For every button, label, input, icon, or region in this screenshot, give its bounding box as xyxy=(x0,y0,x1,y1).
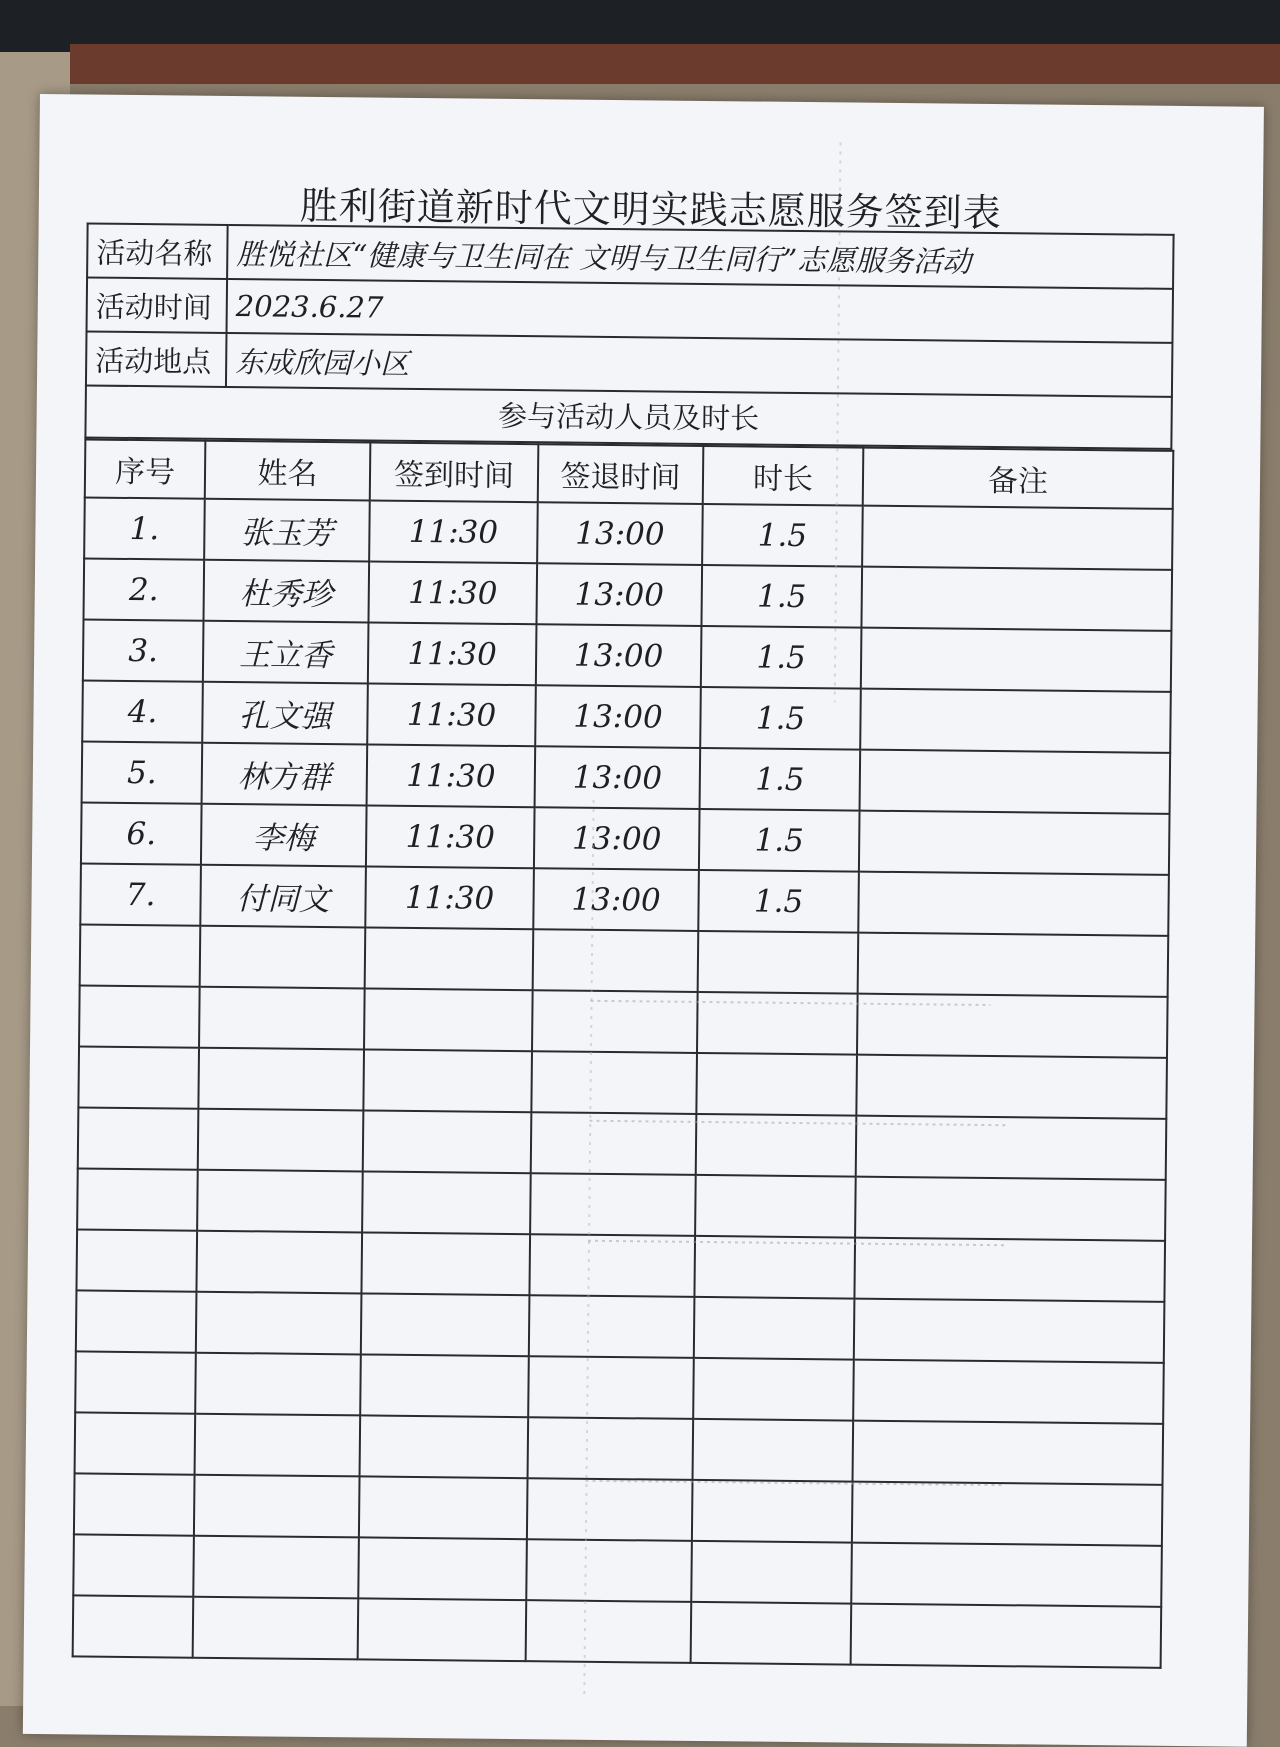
empty-cell xyxy=(358,1598,527,1661)
empty-row xyxy=(78,1107,1167,1179)
empty-cell xyxy=(856,1116,1167,1180)
row-sign-out-time: 13:00 xyxy=(533,868,699,931)
empty-cell xyxy=(853,1421,1164,1485)
empty-cell xyxy=(80,924,201,986)
row-name: 付同文 xyxy=(200,865,366,928)
activity-time-value: 2023.6.27 xyxy=(227,279,1174,343)
empty-cell xyxy=(531,1051,697,1114)
empty-cell xyxy=(359,1476,528,1539)
empty-cell xyxy=(360,1415,529,1478)
empty-cell xyxy=(360,1354,529,1417)
empty-cell xyxy=(197,1170,363,1233)
empty-cell xyxy=(528,1356,694,1419)
row-duration: 1.5 xyxy=(699,809,860,872)
empty-cell xyxy=(78,1107,199,1169)
row-sign-out-time: 13:00 xyxy=(536,563,702,626)
empty-cell xyxy=(693,1419,854,1482)
empty-row xyxy=(80,924,1169,996)
empty-cell xyxy=(200,926,366,989)
empty-row xyxy=(75,1351,1164,1423)
row-sign-in-time: 11:30 xyxy=(367,744,536,807)
empty-cell xyxy=(858,933,1169,997)
empty-cell xyxy=(358,1537,527,1600)
row-sign-out-time: 13:00 xyxy=(535,685,701,748)
empty-cell xyxy=(695,1175,856,1238)
empty-cell xyxy=(694,1297,855,1360)
empty-row xyxy=(73,1534,1162,1606)
row-sign-out-time: 13:00 xyxy=(535,746,701,809)
empty-cell xyxy=(199,987,365,1050)
row-sign-in-time: 11:30 xyxy=(366,805,535,868)
empty-cell xyxy=(361,1232,530,1295)
empty-cell xyxy=(530,1173,696,1236)
empty-cell xyxy=(691,1541,852,1604)
row-number: 4. xyxy=(82,680,203,742)
row-sign-in-time: 11:30 xyxy=(365,866,534,929)
empty-cell xyxy=(76,1290,197,1352)
empty-cell xyxy=(851,1543,1162,1607)
empty-cell xyxy=(76,1229,197,1291)
row-sign-in-time: 11:30 xyxy=(367,683,536,746)
participants-table xyxy=(72,438,1175,1668)
row-remarks xyxy=(859,811,1170,875)
empty-cell xyxy=(77,1168,198,1230)
sheet-title: 胜利街道新时代文明实践志愿服务签到表 xyxy=(299,183,1003,236)
row-sign-out-time: 13:00 xyxy=(537,502,703,565)
row-number: 3. xyxy=(83,619,204,681)
empty-cell xyxy=(363,1049,532,1112)
empty-cell xyxy=(193,1597,359,1660)
participant-row xyxy=(81,802,1170,874)
sign-in-sheet xyxy=(23,94,1264,1747)
empty-cell xyxy=(696,1053,857,1116)
row-name: 张玉芳 xyxy=(204,499,370,562)
empty-cell xyxy=(691,1602,852,1665)
row-sign-in-time: 11:30 xyxy=(369,500,538,563)
empty-cell xyxy=(73,1534,194,1596)
empty-cell xyxy=(851,1604,1162,1668)
participants-section-title: 参与活动人员及时长 xyxy=(84,386,1172,449)
empty-cell xyxy=(855,1177,1166,1241)
empty-cell xyxy=(694,1236,855,1299)
empty-cell xyxy=(529,1295,695,1358)
row-duration: 1.5 xyxy=(701,565,862,628)
row-remarks xyxy=(862,506,1173,570)
column-header-name: 姓名 xyxy=(205,441,371,501)
participants-body xyxy=(73,497,1173,1667)
activity-place-row xyxy=(86,332,1173,397)
row-duration: 1.5 xyxy=(698,870,859,933)
empty-row xyxy=(76,1290,1165,1362)
participant-row xyxy=(83,619,1172,691)
empty-cell xyxy=(79,985,200,1047)
row-number: 2. xyxy=(83,558,204,620)
empty-row xyxy=(73,1595,1162,1667)
empty-cell xyxy=(78,1046,199,1108)
row-remarks xyxy=(860,750,1171,814)
column-header-number: 序号 xyxy=(85,439,206,498)
row-number: 7. xyxy=(80,863,201,925)
row-remarks xyxy=(858,872,1169,936)
activity-name-label: 活动名称 xyxy=(87,224,228,279)
empty-cell xyxy=(526,1539,692,1602)
row-remarks xyxy=(861,628,1172,692)
participant-row xyxy=(83,558,1172,630)
row-duration: 1.5 xyxy=(701,626,862,689)
row-name: 林方群 xyxy=(202,743,368,806)
row-sign-out-time: 13:00 xyxy=(536,624,702,687)
row-duration: 1.5 xyxy=(700,687,861,750)
row-name: 杜秀珍 xyxy=(203,560,369,623)
empty-row xyxy=(77,1168,1166,1240)
empty-cell xyxy=(195,1353,361,1416)
empty-cell xyxy=(854,1299,1165,1363)
empty-cell xyxy=(853,1360,1164,1424)
empty-cell xyxy=(693,1358,854,1421)
column-header-remarks: 备注 xyxy=(863,448,1174,509)
row-remarks xyxy=(861,567,1172,631)
row-sign-in-time: 11:30 xyxy=(368,622,537,685)
empty-cell xyxy=(196,1292,362,1355)
column-header-sign-in-time: 签到时间 xyxy=(370,442,539,502)
empty-row xyxy=(75,1412,1164,1484)
empty-cell xyxy=(362,1171,531,1234)
activity-name-value: 胜悦社区“健康与卫生同在 文明与卫生同行”志愿服务活动 xyxy=(227,225,1174,289)
empty-cell xyxy=(194,1475,360,1538)
row-name: 王立香 xyxy=(203,621,369,684)
empty-cell xyxy=(75,1351,196,1413)
empty-cell xyxy=(193,1536,359,1599)
empty-cell xyxy=(365,927,534,990)
empty-cell xyxy=(74,1473,195,1535)
empty-cell xyxy=(526,1600,692,1663)
participant-row xyxy=(80,863,1169,935)
empty-cell xyxy=(361,1293,530,1356)
participant-row xyxy=(84,497,1173,569)
empty-cell xyxy=(195,1414,361,1477)
empty-cell xyxy=(363,1110,532,1173)
empty-cell xyxy=(75,1412,196,1474)
empty-cell xyxy=(198,1109,364,1172)
empty-cell xyxy=(854,1238,1165,1302)
empty-cell xyxy=(364,988,533,1051)
row-sign-out-time: 13:00 xyxy=(534,807,700,870)
row-duration: 1.5 xyxy=(702,504,863,567)
activity-info-table xyxy=(85,222,1175,397)
row-sign-in-time: 11:30 xyxy=(368,561,537,624)
activity-time-label: 活动时间 xyxy=(87,278,228,333)
empty-row xyxy=(79,985,1168,1057)
activity-place-value: 东成欣园小区 xyxy=(226,333,1173,397)
empty-cell xyxy=(198,1048,364,1111)
participant-row xyxy=(82,741,1171,813)
empty-cell xyxy=(529,1234,695,1297)
empty-cell xyxy=(692,1480,853,1543)
empty-cell xyxy=(528,1417,694,1480)
empty-row xyxy=(78,1046,1167,1118)
empty-cell xyxy=(852,1482,1163,1546)
desk-edge xyxy=(70,44,1280,84)
row-number: 1. xyxy=(84,497,205,559)
column-header-sign-out-time: 签退时间 xyxy=(538,444,704,504)
empty-cell xyxy=(527,1478,693,1541)
empty-cell xyxy=(533,929,699,992)
empty-cell xyxy=(73,1595,194,1657)
empty-cell xyxy=(698,931,859,994)
participant-row xyxy=(82,680,1171,752)
row-duration: 1.5 xyxy=(700,748,861,811)
row-name: 李梅 xyxy=(201,804,367,867)
row-remarks xyxy=(860,689,1171,753)
row-number: 6. xyxy=(81,802,202,864)
row-name: 孔文强 xyxy=(202,682,368,745)
column-header-duration: 时长 xyxy=(703,446,864,506)
empty-cell xyxy=(856,1055,1167,1119)
row-number: 5. xyxy=(82,741,203,803)
empty-cell xyxy=(196,1231,362,1294)
activity-place-label: 活动地点 xyxy=(86,332,227,387)
